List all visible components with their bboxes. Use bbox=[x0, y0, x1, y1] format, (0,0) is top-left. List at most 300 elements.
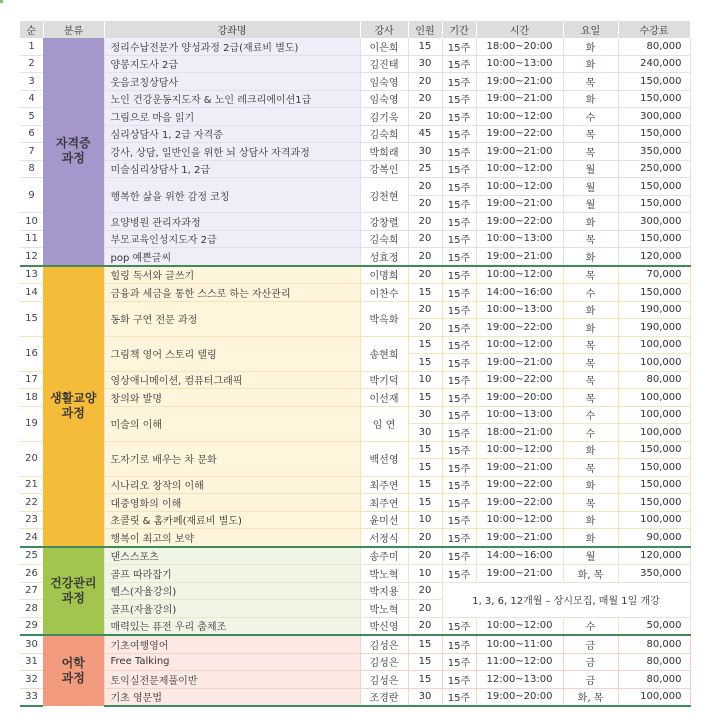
row-number: 24 bbox=[20, 529, 43, 547]
time: 19:00~21:00 bbox=[476, 248, 563, 266]
fee: 120,000 bbox=[618, 547, 690, 565]
time: 19:00~22:00 bbox=[476, 319, 563, 337]
day: 화 bbox=[563, 476, 618, 494]
row-number: 18 bbox=[20, 389, 43, 407]
header-capacity: 인원 bbox=[408, 21, 442, 38]
time: 19:00~21:00 bbox=[476, 529, 563, 547]
enrollment-note: 1, 3, 6, 12개월 – 상시모집, 매월 1일 개강 bbox=[442, 582, 690, 617]
period: 15주 bbox=[442, 125, 476, 143]
fee: 100,000 bbox=[618, 688, 690, 706]
row-number: 10 bbox=[20, 213, 43, 231]
course-schedule-table bbox=[20, 21, 691, 707]
day: 목 bbox=[563, 143, 618, 161]
row-number: 23 bbox=[20, 511, 43, 529]
table-row bbox=[20, 90, 690, 108]
table-row bbox=[20, 441, 690, 459]
capacity: 30 bbox=[408, 424, 442, 442]
capacity: 20 bbox=[408, 301, 442, 319]
instructor: 송현희 bbox=[360, 336, 408, 371]
day: 화 bbox=[563, 55, 618, 73]
row-number: 19 bbox=[20, 406, 43, 441]
category-cell bbox=[43, 38, 104, 266]
fee: 250,000 bbox=[618, 160, 690, 178]
capacity: 15 bbox=[408, 336, 442, 354]
time: 19:00~22:00 bbox=[476, 213, 563, 231]
course-name: 심리상담사 1, 2급 자격증 bbox=[104, 125, 360, 143]
row-number: 6 bbox=[20, 125, 43, 143]
period: 15주 bbox=[442, 476, 476, 494]
fee: 300,000 bbox=[618, 108, 690, 126]
course-name: 헬스(자율강의) bbox=[104, 582, 360, 600]
day: 목 bbox=[563, 125, 618, 143]
table-row bbox=[20, 389, 690, 407]
row-number: 33 bbox=[20, 688, 43, 706]
time: 10:00~12:00 bbox=[476, 160, 563, 178]
period: 15주 bbox=[442, 406, 476, 424]
day: 목 bbox=[563, 354, 618, 372]
time: 10:00~13:00 bbox=[476, 230, 563, 248]
row-number: 9 bbox=[20, 178, 43, 213]
row-number: 1 bbox=[20, 38, 43, 55]
header-no: 순 bbox=[20, 21, 43, 38]
table-row bbox=[20, 476, 690, 494]
time: 10:00~11:00 bbox=[476, 635, 563, 653]
header-course-name: 강좌명 bbox=[104, 21, 360, 38]
row-number: 14 bbox=[20, 284, 43, 302]
table-row bbox=[20, 529, 690, 547]
day: 목 bbox=[563, 230, 618, 248]
time: 19:00~22:00 bbox=[476, 125, 563, 143]
instructor: 김숙희 bbox=[360, 230, 408, 248]
day: 화 bbox=[563, 90, 618, 108]
course-name: 요양병원 관리자과정 bbox=[104, 213, 360, 231]
capacity: 15 bbox=[408, 38, 442, 55]
course-name: 초콜릿 & 홈카페(재료비 별도) bbox=[104, 511, 360, 529]
period: 15주 bbox=[442, 90, 476, 108]
day: 목 bbox=[563, 73, 618, 91]
category-label-line1: 자격증 bbox=[55, 136, 91, 151]
capacity: 15 bbox=[408, 284, 442, 302]
table-row bbox=[20, 494, 690, 512]
capacity: 25 bbox=[408, 160, 442, 178]
instructor: 임숙영 bbox=[360, 73, 408, 91]
category-label-line2: 과정 bbox=[61, 671, 85, 685]
capacity: 15 bbox=[408, 459, 442, 477]
time: 14:00~16:00 bbox=[476, 284, 563, 302]
time: 10:00~12:00 bbox=[476, 266, 563, 284]
time: 10:00~13:00 bbox=[476, 55, 563, 73]
fee: 350,000 bbox=[618, 565, 690, 583]
table-row bbox=[20, 160, 690, 178]
time: 19:00~22:00 bbox=[476, 476, 563, 494]
period: 15주 bbox=[442, 547, 476, 565]
instructor: 이찬수 bbox=[360, 284, 408, 302]
course-name: 매력있는 퓨전 우리 춤체조 bbox=[104, 617, 360, 635]
fee: 150,000 bbox=[618, 441, 690, 459]
day: 목 bbox=[563, 266, 618, 284]
course-name: 댄스스포츠 bbox=[104, 547, 360, 565]
time: 18:00~20:00 bbox=[476, 38, 563, 55]
table-row bbox=[20, 55, 690, 73]
period: 15주 bbox=[442, 248, 476, 266]
table-row bbox=[20, 511, 690, 529]
table-row bbox=[20, 617, 690, 635]
capacity: 15 bbox=[408, 671, 442, 689]
course-name: 토익실전문제풀이반 bbox=[104, 671, 360, 689]
instructor: 박지용 bbox=[360, 582, 408, 600]
table-row bbox=[20, 213, 690, 231]
row-number: 15 bbox=[20, 301, 43, 336]
time: 19:00~22:00 bbox=[476, 494, 563, 512]
category-label-line1: 건강관리 bbox=[50, 575, 97, 590]
period: 15주 bbox=[442, 319, 476, 337]
instructor: 이은희 bbox=[360, 38, 408, 55]
capacity: 15 bbox=[408, 476, 442, 494]
period: 15주 bbox=[442, 73, 476, 91]
time: 10:00~13:00 bbox=[476, 301, 563, 319]
table-row bbox=[20, 248, 690, 266]
day: 화 bbox=[563, 319, 618, 337]
period: 15주 bbox=[442, 266, 476, 284]
fee: 150,000 bbox=[618, 73, 690, 91]
instructor: 박희래 bbox=[360, 143, 408, 161]
instructor: 백선영 bbox=[360, 441, 408, 476]
day: 목 bbox=[563, 336, 618, 354]
fee: 100,000 bbox=[618, 424, 690, 442]
day: 금 bbox=[563, 653, 618, 671]
table-body bbox=[20, 38, 690, 706]
fee: 80,000 bbox=[618, 671, 690, 689]
course-name: 도자기로 배우는 차 문화 bbox=[104, 441, 360, 476]
header-category: 분류 bbox=[43, 21, 104, 38]
course-name: 대중영화의 이해 bbox=[104, 494, 360, 512]
header-fee: 수강료 bbox=[618, 21, 690, 38]
row-number: 29 bbox=[20, 617, 43, 635]
capacity: 20 bbox=[408, 529, 442, 547]
day: 화 bbox=[563, 248, 618, 266]
row-number: 30 bbox=[20, 635, 43, 653]
time: 19:00~22:00 bbox=[476, 371, 563, 389]
period: 15주 bbox=[442, 424, 476, 442]
period: 15주 bbox=[442, 108, 476, 126]
course-name: pop 예쁜글씨 bbox=[104, 248, 360, 266]
instructor: 김성은 bbox=[360, 671, 408, 689]
capacity: 30 bbox=[408, 688, 442, 706]
instructor: 김숙희 bbox=[360, 125, 408, 143]
fee: 150,000 bbox=[618, 459, 690, 477]
course-name: 그림책 영어 스토리 텔링 bbox=[104, 336, 360, 371]
capacity: 20 bbox=[408, 319, 442, 337]
category-label-line1: 어학 bbox=[61, 656, 85, 670]
day: 화, 목 bbox=[563, 688, 618, 706]
period: 15주 bbox=[442, 195, 476, 213]
table-row bbox=[20, 371, 690, 389]
fee: 240,000 bbox=[618, 55, 690, 73]
fee: 150,000 bbox=[618, 178, 690, 196]
day: 수 bbox=[563, 108, 618, 126]
course-name: 양봉지도사 2급 bbox=[104, 55, 360, 73]
period: 15주 bbox=[442, 301, 476, 319]
time: 18:00~21:00 bbox=[476, 424, 563, 442]
capacity: 20 bbox=[408, 600, 442, 618]
course-name: 골프(자율강의) bbox=[104, 600, 360, 618]
row-number: 25 bbox=[20, 547, 43, 565]
table-row bbox=[20, 301, 690, 319]
course-name: Free Talking bbox=[104, 653, 360, 671]
row-number: 22 bbox=[20, 494, 43, 512]
table-row bbox=[20, 266, 690, 284]
capacity: 20 bbox=[408, 582, 442, 600]
capacity: 10 bbox=[408, 565, 442, 583]
capacity: 15 bbox=[408, 494, 442, 512]
course-name: 그림으로 마음 읽기 bbox=[104, 108, 360, 126]
instructor: 김진태 bbox=[360, 55, 408, 73]
instructor: 윤미선 bbox=[360, 511, 408, 529]
fee: 300,000 bbox=[618, 213, 690, 231]
instructor: 박노혁 bbox=[360, 600, 408, 618]
fee: 150,000 bbox=[618, 494, 690, 512]
row-number: 8 bbox=[20, 160, 43, 178]
fee: 100,000 bbox=[618, 389, 690, 407]
course-name: 노인 건강운동지도자 & 노인 레크리에이션1급 bbox=[104, 90, 360, 108]
time: 10:00~12:00 bbox=[476, 178, 563, 196]
fee: 80,000 bbox=[618, 635, 690, 653]
header-period: 기간 bbox=[442, 21, 476, 38]
course-name: 골프 따라잡기 bbox=[104, 565, 360, 583]
day: 목 bbox=[563, 389, 618, 407]
course-name: 힐링 독서와 글쓰기 bbox=[104, 266, 360, 284]
instructor: 이선재 bbox=[360, 389, 408, 407]
capacity: 15 bbox=[408, 653, 442, 671]
time: 11:00~12:00 bbox=[476, 653, 563, 671]
table-row bbox=[20, 688, 690, 706]
period: 15주 bbox=[442, 143, 476, 161]
day: 화, 목 bbox=[563, 565, 618, 583]
row-number: 20 bbox=[20, 441, 43, 476]
fee: 80,000 bbox=[618, 371, 690, 389]
time: 10:00~13:00 bbox=[476, 406, 563, 424]
course-name: 창의와 발명 bbox=[104, 389, 360, 407]
period: 15주 bbox=[442, 336, 476, 354]
table-row bbox=[20, 653, 690, 671]
period: 15주 bbox=[442, 284, 476, 302]
period: 15주 bbox=[442, 441, 476, 459]
day: 월 bbox=[563, 195, 618, 213]
course-name: 금융과 세금을 통한 스스로 하는 자산관리 bbox=[104, 284, 360, 302]
day: 월 bbox=[563, 178, 618, 196]
course-name: 웃음코칭상담사 bbox=[104, 73, 360, 91]
time: 19:00~21:00 bbox=[476, 90, 563, 108]
row-number: 32 bbox=[20, 671, 43, 689]
header-time: 시간 bbox=[476, 21, 563, 38]
course-name: 동화 구연 전문 과정 bbox=[104, 301, 360, 336]
instructor: 성효정 bbox=[360, 248, 408, 266]
period: 15주 bbox=[442, 371, 476, 389]
time: 19:00~21:00 bbox=[476, 143, 563, 161]
table-row bbox=[20, 671, 690, 689]
row-number: 31 bbox=[20, 653, 43, 671]
capacity: 20 bbox=[408, 266, 442, 284]
capacity: 20 bbox=[408, 195, 442, 213]
course-name: 강사, 상담, 일반인을 위한 뇌 상담사 자격과정 bbox=[104, 143, 360, 161]
period: 15주 bbox=[442, 178, 476, 196]
period: 15주 bbox=[442, 55, 476, 73]
fee: 150,000 bbox=[618, 125, 690, 143]
instructor: 이명희 bbox=[360, 266, 408, 284]
fee: 120,000 bbox=[618, 248, 690, 266]
header-row bbox=[20, 21, 690, 38]
capacity: 20 bbox=[408, 213, 442, 231]
period: 15주 bbox=[442, 511, 476, 529]
row-number: 13 bbox=[20, 266, 43, 284]
row-number: 21 bbox=[20, 476, 43, 494]
day: 수 bbox=[563, 424, 618, 442]
capacity: 30 bbox=[408, 143, 442, 161]
period: 15주 bbox=[442, 38, 476, 55]
period: 15주 bbox=[442, 160, 476, 178]
table-row bbox=[20, 38, 690, 55]
day: 화 bbox=[563, 441, 618, 459]
row-number: 17 bbox=[20, 371, 43, 389]
day: 화 bbox=[563, 301, 618, 319]
capacity: 20 bbox=[408, 248, 442, 266]
fee: 100,000 bbox=[618, 511, 690, 529]
category-label-line2: 과정 bbox=[61, 151, 85, 166]
day: 금 bbox=[563, 671, 618, 689]
time: 19:00~20:00 bbox=[476, 688, 563, 706]
time: 14:00~16:00 bbox=[476, 547, 563, 565]
day: 금 bbox=[563, 635, 618, 653]
course-name: 부모교육인성지도자 2급 bbox=[104, 230, 360, 248]
day: 수 bbox=[563, 284, 618, 302]
fee: 150,000 bbox=[618, 90, 690, 108]
header-day: 요일 bbox=[563, 21, 618, 38]
day: 월 bbox=[563, 547, 618, 565]
period: 15주 bbox=[442, 565, 476, 583]
day: 수 bbox=[563, 406, 618, 424]
instructor: 김천현 bbox=[360, 178, 408, 213]
time: 12:00~13:00 bbox=[476, 671, 563, 689]
row-number: 4 bbox=[20, 90, 43, 108]
course-name: 기초 영문법 bbox=[104, 688, 360, 706]
category-label-line1: 생활교양 bbox=[50, 391, 97, 405]
instructor: 박기덕 bbox=[360, 371, 408, 389]
day: 목 bbox=[563, 494, 618, 512]
period: 15주 bbox=[442, 688, 476, 706]
instructor: 박옥화 bbox=[360, 301, 408, 336]
category-cell bbox=[43, 266, 104, 547]
day: 화 bbox=[563, 213, 618, 231]
fee: 150,000 bbox=[618, 195, 690, 213]
period: 15주 bbox=[442, 459, 476, 477]
capacity: 15 bbox=[408, 389, 442, 407]
day: 화 bbox=[563, 511, 618, 529]
row-number: 28 bbox=[20, 600, 43, 618]
row-number: 7 bbox=[20, 143, 43, 161]
time: 10:00~12:00 bbox=[476, 511, 563, 529]
instructor: 조경란 bbox=[360, 688, 408, 706]
day: 화 bbox=[563, 38, 618, 55]
instructor: 김기욱 bbox=[360, 108, 408, 126]
course-name: 영상애니메이션, 컴퓨터그래픽 bbox=[104, 371, 360, 389]
instructor: 임 연 bbox=[360, 406, 408, 441]
time: 19:00~21:00 bbox=[476, 73, 563, 91]
capacity: 20 bbox=[408, 73, 442, 91]
table-row bbox=[20, 582, 690, 600]
day: 화 bbox=[563, 529, 618, 547]
fee: 70,000 bbox=[618, 266, 690, 284]
capacity: 20 bbox=[408, 90, 442, 108]
day: 목 bbox=[563, 371, 618, 389]
table-row bbox=[20, 635, 690, 653]
course-name: 행복한 삶을 위한 감정 코칭 bbox=[104, 178, 360, 213]
row-number: 3 bbox=[20, 73, 43, 91]
instructor: 최주연 bbox=[360, 476, 408, 494]
fee: 150,000 bbox=[618, 230, 690, 248]
capacity: 30 bbox=[408, 406, 442, 424]
instructor: 최주연 bbox=[360, 494, 408, 512]
table-row bbox=[20, 108, 690, 126]
course-name: 정리수납전문가 양성과정 2급(재료비 별도) bbox=[104, 38, 360, 55]
row-number: 2 bbox=[20, 55, 43, 73]
table-row bbox=[20, 125, 690, 143]
capacity: 20 bbox=[408, 230, 442, 248]
row-number: 12 bbox=[20, 248, 43, 266]
category-label-line2: 과정 bbox=[61, 406, 85, 420]
row-number: 27 bbox=[20, 582, 43, 600]
period: 15주 bbox=[442, 635, 476, 653]
category-label-line2: 과정 bbox=[61, 590, 85, 605]
fee: 150,000 bbox=[618, 284, 690, 302]
period: 15주 bbox=[442, 354, 476, 372]
period: 15주 bbox=[442, 671, 476, 689]
fee: 90,000 bbox=[618, 529, 690, 547]
table-row bbox=[20, 178, 690, 196]
category-cell bbox=[43, 635, 104, 706]
course-name: 기초여행영어 bbox=[104, 635, 360, 653]
instructor: 김성은 bbox=[360, 635, 408, 653]
fee: 350,000 bbox=[618, 143, 690, 161]
capacity: 45 bbox=[408, 125, 442, 143]
instructor: 임숙영 bbox=[360, 90, 408, 108]
instructor: 박노혁 bbox=[360, 565, 408, 583]
fee: 100,000 bbox=[618, 336, 690, 354]
row-number: 16 bbox=[20, 336, 43, 371]
time: 10:00~12:00 bbox=[476, 336, 563, 354]
capacity: 15 bbox=[408, 354, 442, 372]
course-name: 미술의 이해 bbox=[104, 406, 360, 441]
capacity: 15 bbox=[408, 441, 442, 459]
time: 19:00~21:00 bbox=[476, 459, 563, 477]
row-number: 11 bbox=[20, 230, 43, 248]
fee: 190,000 bbox=[618, 301, 690, 319]
row-number: 5 bbox=[20, 108, 43, 126]
day: 목 bbox=[563, 459, 618, 477]
time: 10:00~12:00 bbox=[476, 108, 563, 126]
fee: 190,000 bbox=[618, 319, 690, 337]
period: 15주 bbox=[442, 213, 476, 231]
table-row bbox=[20, 406, 690, 424]
period: 15주 bbox=[442, 617, 476, 635]
period: 15주 bbox=[442, 653, 476, 671]
fee: 50,000 bbox=[618, 617, 690, 635]
table-row bbox=[20, 565, 690, 583]
fee: 80,000 bbox=[618, 38, 690, 55]
period: 15주 bbox=[442, 389, 476, 407]
capacity: 20 bbox=[408, 617, 442, 635]
course-name: 미술심리상담사 1, 2급 bbox=[104, 160, 360, 178]
time: 10:00~12:00 bbox=[476, 441, 563, 459]
